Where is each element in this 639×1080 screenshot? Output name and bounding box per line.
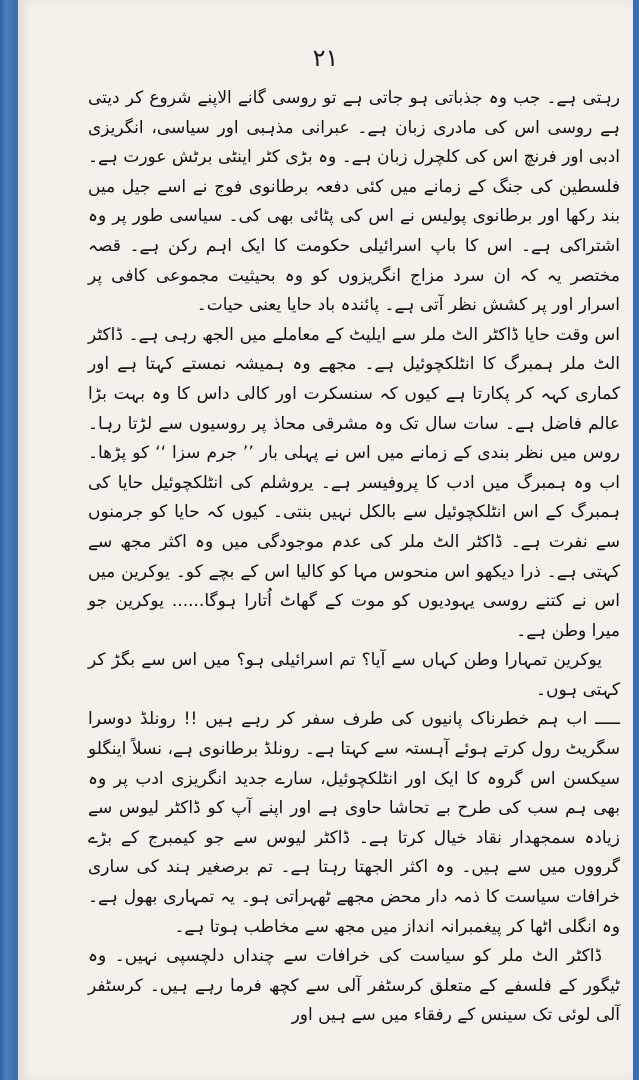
paragraph-3: یوکرین تمہارا وطن کہاں سے آیا؟ تم اسرائیلی ہو؟ میں اس سے بگڑ کر کہتی ہوں۔ [88,650,620,700]
paragraph-5: ڈاکٹر الٹ ملر کو سیاست کی خرافات سے چنداں دلچسپی نہیں۔ وہ ٹیگور کے فلسفے کے متعلق کرسٹفر آلی سے کچھ فرما رہے ہیں۔ کرسٹفر آلی لوئی تک سینس کے رفقاء میں سے ہیں اور [88,946,620,1026]
page-number: ۲۱ [312,44,339,72]
body-text [88,84,620,1031]
paragraph-1: رہتی ہے۔ جب وہ جذباتی ہو جاتی ہے تو روسی گانے الاپنے شروع کر دیتی ہے روسی اس کی مادری زبان ہے۔ عبرانی مذہبی اور سیاسی، انگریزی ادبی اور فرنچ اس کی کلچرل زبان ہے۔ وہ بڑی کٹر اینٹی برٹش عورت ہے۔ فلسطین کی جنگ کے زمانے میں کئی دفعہ برطانوی فوج نے اسے جیل میں بند رکھا اور برطانوی پولیس نے اس کی پٹائی بھی کی۔ سیاسی طور پر وہ اشتراکی ہے۔ اس کا باپ اسرائیلی حکومت کا ایک اہم رکن ہے۔ قصہ مختصر یہ کہ ان سرد مزاج انگریزوں کو وہ بحیثیت مجموعی کافی پر اسرار اور پر کشش نظر آتی ہے۔ پائندہ باد حایا یعنی حیات۔ [88,88,620,316]
paragraph-4: ـــــ اب ہم خطرناک پانیوں کی طرف سفر کر رہے ہیں !! رونلڈ دوسرا سگریٹ رول کرتے ہوئے آہستہ سے کہتا ہے۔ رونلڈ برطانوی ہے، نسلاً اینگلو سیکسن اس گروہ کا ایک اور انٹلکچوئیل، سارے جدید انگریزی ادب پر وہ بھی ہم سب کی طرح بے تحاشا حاوی ہے اور اپنے آپ کو ڈاکٹر لیوس سے زیادہ سمجھدار نقاد خیال کرتا ہے۔ ڈاکٹر لیوس سے جو کیمبرج کے بڑے گرووں میں سے ہیں۔ وہ اکثر الجھتا رہتا ہے۔ تم برصغیر ہند کی ساری خرافات سیاست کا ذمہ دار محض مجھے ٹھہراتی ہو۔ یہ تمہاری بھول ہے۔ وہ انگلی اٹھا کر پیغمبرانہ انداز میں مجھ سے مخاطب ہوتا ہے۔ [88,709,620,937]
paragraph-2: اس وقت حایا ڈاکٹر الٹ ملر سے ایلیٹ کے معاملے میں الجھ رہی ہے۔ ڈاکٹر الٹ ملر ہمبرگ کا انٹلکچوئیل ہے۔ مجھے وہ ہمیشہ نمستے کہتا ہے اور کماری کہہ کر پکارتا ہے کیوں کہ سنسکرت اور کالی داس کا وہ بہت بڑا عالم فاضل ہے۔ سات سال تک وہ مشرقی محاذ پر روسیوں سے لڑتا رہا۔ روس میں نظر بندی کے زمانے میں اس نے پہلی بار ’’ جرم سزا ‘‘ کو پڑھا۔ اب وہ ہمبرگ میں ادب کا پروفیسر ہے۔ یروشلم کی انٹلکچوئیل حایا کی ہمبرگ کے اس انٹلکچوئیل سے بالکل نہیں بنتی۔ کیوں کہ حایا کو جرمنوں سے نفرت ہے۔ ڈاکٹر الٹ ملر کی عدم موجودگی میں وہ اکثر مجھ سے کہتی ہے۔ ذرا دیکھو اس منحوس مہا کو کالیا اس کے بچے کو۔ یوکرین میں اس نے کتنے روسی یہودیوں کو موت کے گھاٹ اُتارا ہوگا...... یوکرین جو میرا وطن ہے۔ [88,324,620,641]
book-page [18,0,633,1080]
